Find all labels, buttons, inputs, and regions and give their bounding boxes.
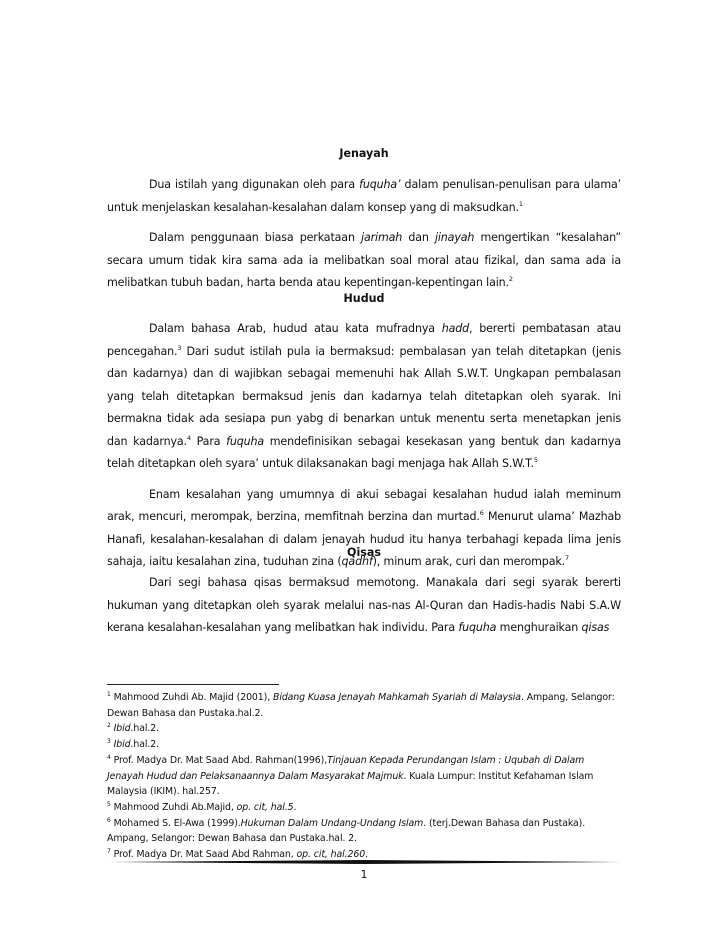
footnote-4: $^4$ Prof. Madya Dr. Mat Saad Abd. Rahman(1996),Tinjauan Kepada Perundangan Islam : Uqubah di Dalam Jenayah Hudud dan Pelaksanaannya Dalam Masyarakat Majmuk. Kuala Lumpur: Institut Kefahaman Islam Malaysia (IKIM). hal.257. [107,753,594,798]
paragraph-hudud-1: Dalam bahasa Arab, hudud atau kata mufradnya hadd, bererti pembatasan atau pencegahan.$^3$ Dari sudut istilah pula ia bermaksud: pembalasan yan telah ditetapkan (jenis dan kadarnya) dan di wajibkan sebagai memenuhi hak Allah S.W.T. Ungkapan pembalasan yang telah ditetapkan bermaksud jenis dan kadarnya telah ditetapkan oleh syarak. Ini bermakna tidak ada sesiapa pun yabg di benarkan untuk menentu serta menetapkan jenis dan kadarnya.$^4$ Para fuquha mendefinisikan sebagai kesekasan yang bentuk dan kadarnya telah ditetapkan oleh syara’ untuk dilaksanakan bagi menjaga hak Allah S.W.T.$^5$ [107,322,621,470]
footnote-6: $^6$ Mohamed S. El-Awa (1999).Hukuman Dalam Undang-Undang Islam. (terj.Dewan Bahasa dan Pustaka). Ampang, Selangor: Dewan Bahasa dan Pustaka.hal. 2. [107,816,586,845]
heading-qisas: Qisas [347,546,381,559]
footnote-2: $^2$ Ibid.hal.2. [107,722,159,735]
footnote-7: $^7$ Prof. Madya Dr. Mat Saad Abd Rahman, op. cit, hal.260. [107,848,369,861]
section-qisas [107,572,621,640]
footnote-separator [107,684,279,685]
paragraph-jenayah-2: Dalam penggunaan biasa perkataan jarimah dan jinayah mengertikan “kesalahan” secara umum tidak kira sama ada ia melibatkan soal moral atau fizikal, dan sama ada ia melibatkan tubuh badan, harta benda atau kepentingan-kepentingan lain.$^2$ [107,231,621,289]
footnote-3: $^3$ Ibid.hal.2. [107,738,159,751]
heading-jenayah: Jenayah [339,147,389,160]
paragraph-hudud-2: Enam kesalahan yang umumnya di akui sebagai kesalahan hudud ialah meminum arak, mencuri, merompak, berzina, memfitnah berzina dan murtad.$^6$ Menurut ulama’ Mazhab Hanafi, kesalahan-kesalahan di dalam jenayah hudud itu hanya terbahagi kepada lima jenis sahaja, iaitu kesalahan zina, tuduhan zina (qadhf), minum arak, curi dan merompak.$^7$ [107,487,621,568]
footnotes [107,690,621,863]
footnote-1: $^1$ Mahmood Zuhdi Ab. Majid (2001), Bidang Kuasa Jenayah Mahkamah Syariah di Malaysia. Ampang, Selangor: Dewan Bahasa dan Pustaka.hal.2. [107,691,615,719]
footer-rule [107,860,621,864]
paragraph-jenayah-1: Dua istilah yang digunakan oleh para fuquha’ dalam penulisan-penulisan para ulama’ untuk menjelaskan kesalahan-kesalahan dalam konsep yang di maksudkan.$^1$ [107,178,621,214]
footnote-5: $^5$ Mahmood Zuhdi Ab.Majid, op. cit, hal.5. [107,800,297,813]
section-hudud [107,318,621,574]
section-jenayah [107,174,621,295]
paragraph-qisas-1: Dari segi bahasa qisas bermaksud memotong. Manakala dari segi syarak bererti hukuman yang ditetapkan oleh syarak melalui nas-nas Al-Quran dan Hadis-hadis Nabi S.A.W kerana kesalahan-kesalahan yang melibatkan hak individu. Para fuquha menghuraikan qisas [107,576,621,634]
heading-hudud: Hudud [343,292,385,305]
page-number: 1 [360,868,368,881]
